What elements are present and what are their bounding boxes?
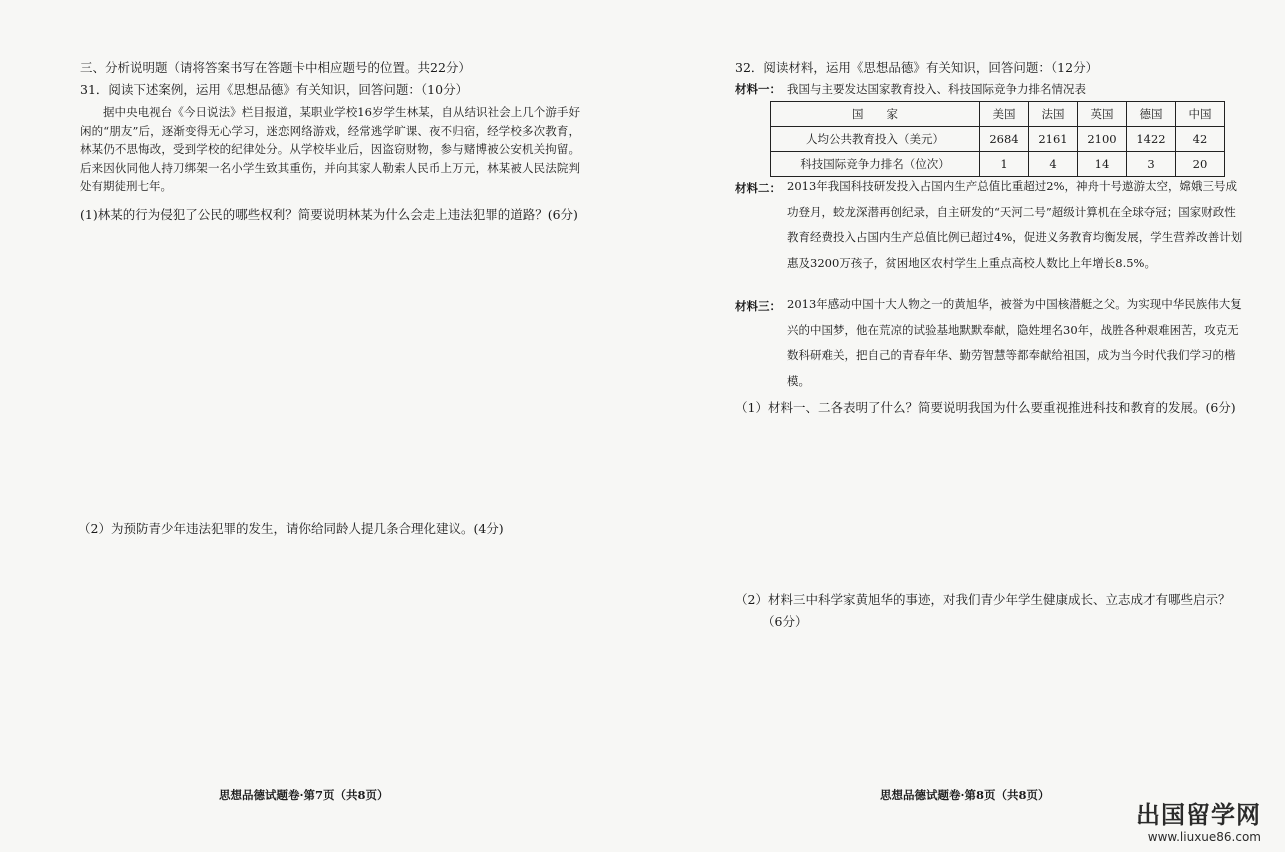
material-3-text: 2013年感动中国十大人物之一的黄旭华，被誉为中国核潜艇之父。为实现中华民族伟大复兴的中国梦，他在荒凉的试验基地默默奉献，隐姓埋名30年，战胜各种艰难困苦，攻克无数科研难关，把自己的青春年华、勤劳智慧等都奉献给祖国，成为当今时代我们学习的楷模。 <box>787 297 1242 388</box>
question-32-part-1: （1）材料一、二各表明了什么？简要说明我国为什么要重视推进科技和教育的发展。(6分) <box>735 400 1236 415</box>
section-title: 三、分析说明题（请将答案书写在答题卡中相应题号的位置。共22分） <box>80 60 471 75</box>
table-cell: 4 <box>1029 152 1078 177</box>
watermark-title: 出国留学网 <box>1136 801 1261 829</box>
table-cell: 42 <box>1176 127 1225 152</box>
table-cell: 人均公共教育投入（美元） <box>771 127 980 152</box>
table-header-cell: 法国 <box>1029 102 1078 127</box>
table-cell: 2100 <box>1078 127 1127 152</box>
page-7-footer: 思想品德试题卷·第7页（共8页） <box>219 788 389 802</box>
table-header-cell: 德国 <box>1127 102 1176 127</box>
question-32-title: 32．阅读材料，运用《思想品德》有关知识，回答问题：（12分） <box>735 60 1099 75</box>
table-cell: 14 <box>1078 152 1127 177</box>
material-1-title: 我国与主要发达国家教育投入、科技国际竞争力排名情况表 <box>787 82 1086 96</box>
question-32-part-2: （2）材料三中科学家黄旭华的事迹，对我们青少年学生健康成长、立志成才有哪些启示？ <box>735 592 1231 607</box>
question-31-title: 31．阅读下述案例，运用《思想品德》有关知识，回答问题：（10分） <box>80 82 469 97</box>
table-header-row <box>771 102 1225 127</box>
material-3-label: 材料三： <box>735 299 781 313</box>
question-31-part-2: （2）为预防青少年违法犯罪的发生，请你给同龄人提几条合理化建议。(4分) <box>78 521 504 536</box>
table-header-cell: 英国 <box>1078 102 1127 127</box>
table-cell: 2684 <box>980 127 1029 152</box>
question-32-part-2-score: （6分） <box>762 614 808 629</box>
material-2-text: 2013年我国科技研发投入占国内生产总值比重超过2%，神舟十号遨游太空，嫦娥三号成功登月，蛟龙深潜再创纪录，自主研发的“天河二号”超级计算机在全球夺冠；国家财政性教育经费投入占国内生产总值比例已超过4%，促进义务教育均衡发展，学生营养改善计划惠及3200万孩子，贫困地区农村学生上重点高校人数比上年增长8.5%。 <box>787 179 1243 270</box>
table-row <box>771 127 1225 152</box>
table-cell: 3 <box>1127 152 1176 177</box>
education-table <box>770 101 1225 177</box>
material-2-label: 材料二： <box>735 181 781 195</box>
table-header-cell: 中国 <box>1176 102 1225 127</box>
page-8-footer: 思想品德试题卷·第8页（共8页） <box>880 788 1050 802</box>
table-cell: 1 <box>980 152 1029 177</box>
table-cell: 1422 <box>1127 127 1176 152</box>
material-1-label: 材料一： <box>735 82 781 96</box>
table-cell: 科技国际竞争力排名（位次） <box>771 152 980 177</box>
table-cell: 2161 <box>1029 127 1078 152</box>
table-header-cell: 国 家 <box>771 102 980 127</box>
site-watermark <box>1136 795 1261 844</box>
watermark-url: www.liuxue86.com <box>1147 830 1261 844</box>
question-31-case-text: 据中央电视台《今日说法》栏目报道，某职业学校16岁学生林某，自从结识社会上几个游手好闲的“朋友”后，逐渐变得无心学习，迷恋网络游戏，经常逃学旷课、夜不归宿，经学校多次教育，林某仍不思悔改，受到学校的纪律处分。从学校毕业后，因盗窃财物，参与赌博被公安机关拘留。后来因伙同他人持刀绑架一名小学生致其重伤，并向其家人勒索人民币上万元，林某被人民法院判处有期徒刑七年。 <box>80 105 580 194</box>
table-header-cell: 美国 <box>980 102 1029 127</box>
question-31-part-1: (1)林某的行为侵犯了公民的哪些权利？简要说明林某为什么会走上违法犯罪的道路？(6分) <box>80 207 578 222</box>
table-row <box>771 152 1225 177</box>
table-cell: 20 <box>1176 152 1225 177</box>
